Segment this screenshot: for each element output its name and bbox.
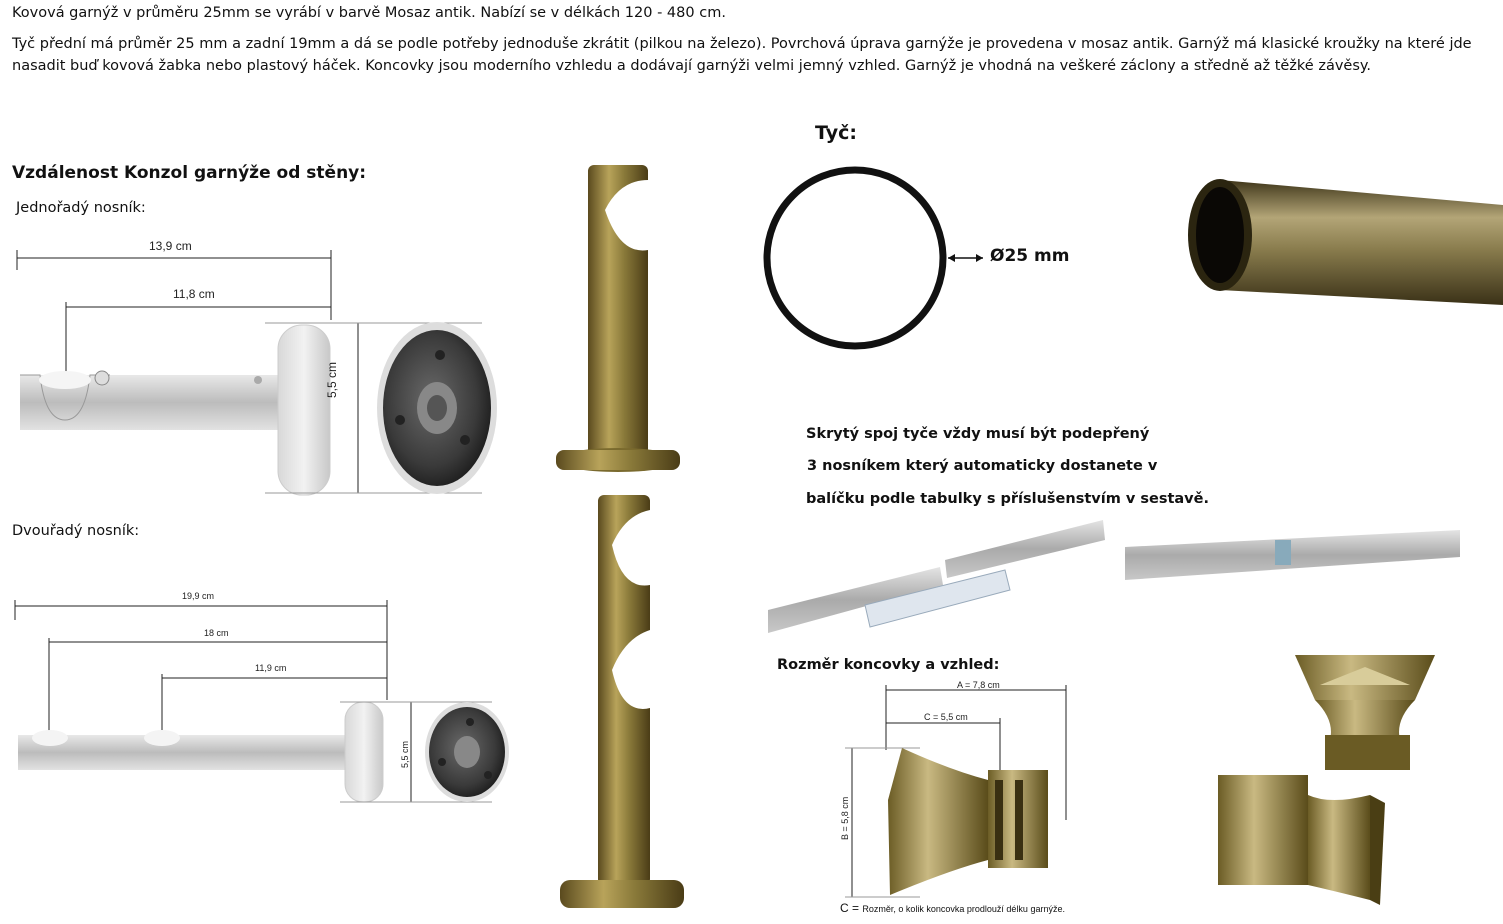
- rod-photo: [1180, 170, 1503, 310]
- double-dim-total: 19,9 cm: [182, 591, 215, 601]
- double-bracket-diagram: [0, 590, 520, 810]
- finial-dim-b: B = 5,8 cm: [840, 796, 850, 840]
- single-dim-inner: 11,8 cm: [173, 287, 215, 301]
- brackets-heading: Vzdálenost Konzol garnýže od stěny:: [12, 163, 367, 183]
- finial-photos: [1210, 645, 1450, 920]
- rod-heading: Tyč:: [815, 122, 857, 144]
- double-dim-height: 5,5 cm: [400, 740, 410, 768]
- intro-line-1: Kovová garnýž v průměru 25mm se vyrábí v barvě Mosaz antik. Nabízí se v délkách 120 - 480 cm.: [12, 5, 726, 21]
- joint-note-line-1: Skrytý spoj tyče vždy musí být podepřený: [806, 426, 1150, 442]
- rod-cross-section: [755, 160, 955, 360]
- finial-footnote-prefix: C =: [840, 901, 860, 915]
- joint-note-line-2: 3 nosníkem který automaticky dostanete v: [807, 458, 1158, 474]
- double-dim-mid: 18 cm: [204, 628, 229, 638]
- brass-brackets-photo: [550, 160, 700, 920]
- joint-note-line-3: balíčku podle tabulky s příslušenstvím v sestavě.: [806, 491, 1209, 507]
- finial-dim-c: C = 5,5 cm: [924, 712, 968, 722]
- double-bracket-label: Dvouřadý nosník:: [12, 523, 140, 539]
- rod-joint-photos: [765, 515, 1465, 635]
- single-dim-height: 5,5 cm: [325, 361, 339, 398]
- single-dim-total: 13,9 cm: [149, 239, 192, 253]
- double-dim-inner: 11,9 cm: [255, 663, 287, 673]
- finial-footnote-text: Rozměr, o kolik koncovka prodlouží délku garnýže.: [862, 904, 1065, 914]
- single-bracket-diagram: [0, 230, 500, 510]
- finial-heading: Rozměr koncovky a vzhled:: [777, 657, 1000, 673]
- intro-line-2: Tyč přední má průměr 25 mm a zadní 19mm a dá se podle potřeby jednoduše zkrátit (pilkou na železo). Povrchová úprava garnýže je provedena v mosaz antik. Garnýž má klasické kroužky na které jde: [12, 36, 1472, 52]
- finial-footnote: [840, 901, 1065, 915]
- single-bracket-label: Jednořadý nosník:: [16, 200, 146, 216]
- intro-line-3: nasadit buď kovová žabka nebo plastový háček. Koncovky jsou moderního vzhledu a dodávají garnýži velmi jemný vzhled. Garnýž je vhodná na veškeré záclony a středně až těžké závěsy.: [12, 58, 1372, 74]
- finial-dim-a: A = 7,8 cm: [957, 680, 1000, 690]
- rod-diameter-label: Ø25 mm: [990, 246, 1070, 266]
